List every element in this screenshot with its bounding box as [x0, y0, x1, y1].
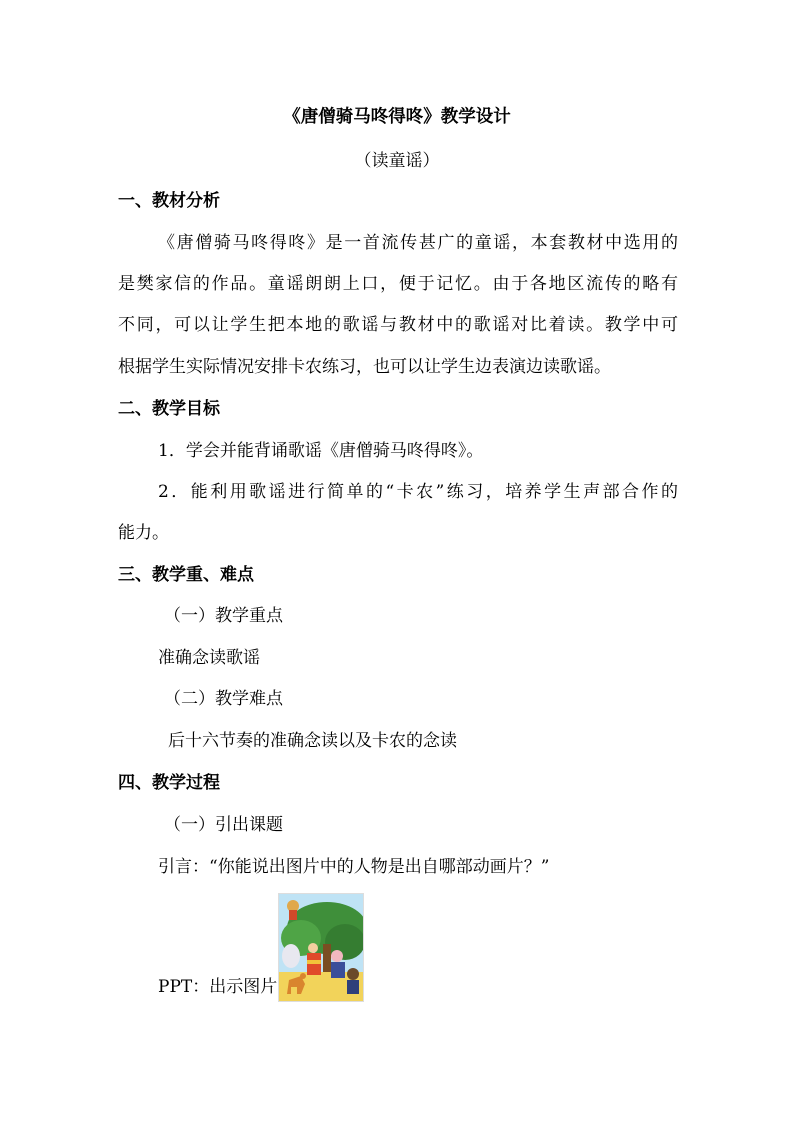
cartoon-illustration-art: [279, 894, 363, 1001]
document-title: 《唐僧骑马咚得咚》教学设计: [283, 107, 511, 127]
document-subtitle: （读童谣）: [354, 151, 440, 171]
section-heading-analysis: 一、教材分析: [118, 191, 220, 211]
section-heading-process: 四、教学过程: [118, 773, 220, 793]
difficulty-text: 后十六节奏的准确念读以及卡农的念读: [168, 731, 457, 751]
goal-item-2-continued: 能力。: [118, 523, 169, 543]
paragraph-line: 不同，可以让学生把本地的歌谣与教材中的歌谣对比着读。教学中可: [118, 315, 678, 335]
cartoon-illustration: [278, 893, 364, 1002]
ppt-instruction: PPT：出示图片: [158, 977, 278, 997]
subheading-difficulty: （二）教学难点: [164, 689, 283, 709]
subheading-introduction: （一）引出课题: [164, 815, 283, 835]
paragraph-line: 《唐僧骑马咚得咚》是一首流传甚广的童谣，本套教材中选用的: [158, 233, 678, 253]
intro-quote: 引言：“你能说出图片中的人物是出自哪部动画片？”: [158, 857, 550, 877]
goal-item-1: 1．学会并能背诵歌谣《唐僧骑马咚得咚》。: [158, 441, 484, 461]
paragraph-line: 是樊家信的作品。童谣朗朗上口，便于记忆。由于各地区流传的略有: [118, 274, 678, 294]
paragraph-line: 根据学生实际情况安排卡农练习，也可以让学生边表演边读歌谣。: [118, 357, 611, 377]
subheading-key-point: （一）教学重点: [164, 606, 283, 626]
goal-item-2: 2．能利用歌谣进行简单的“卡农”练习，培养学生声部合作的: [158, 482, 678, 502]
key-point-text: 准确念读歌谣: [158, 648, 260, 668]
section-heading-key-points: 三、教学重、难点: [118, 565, 254, 585]
section-heading-goals: 二、教学目标: [118, 399, 220, 419]
